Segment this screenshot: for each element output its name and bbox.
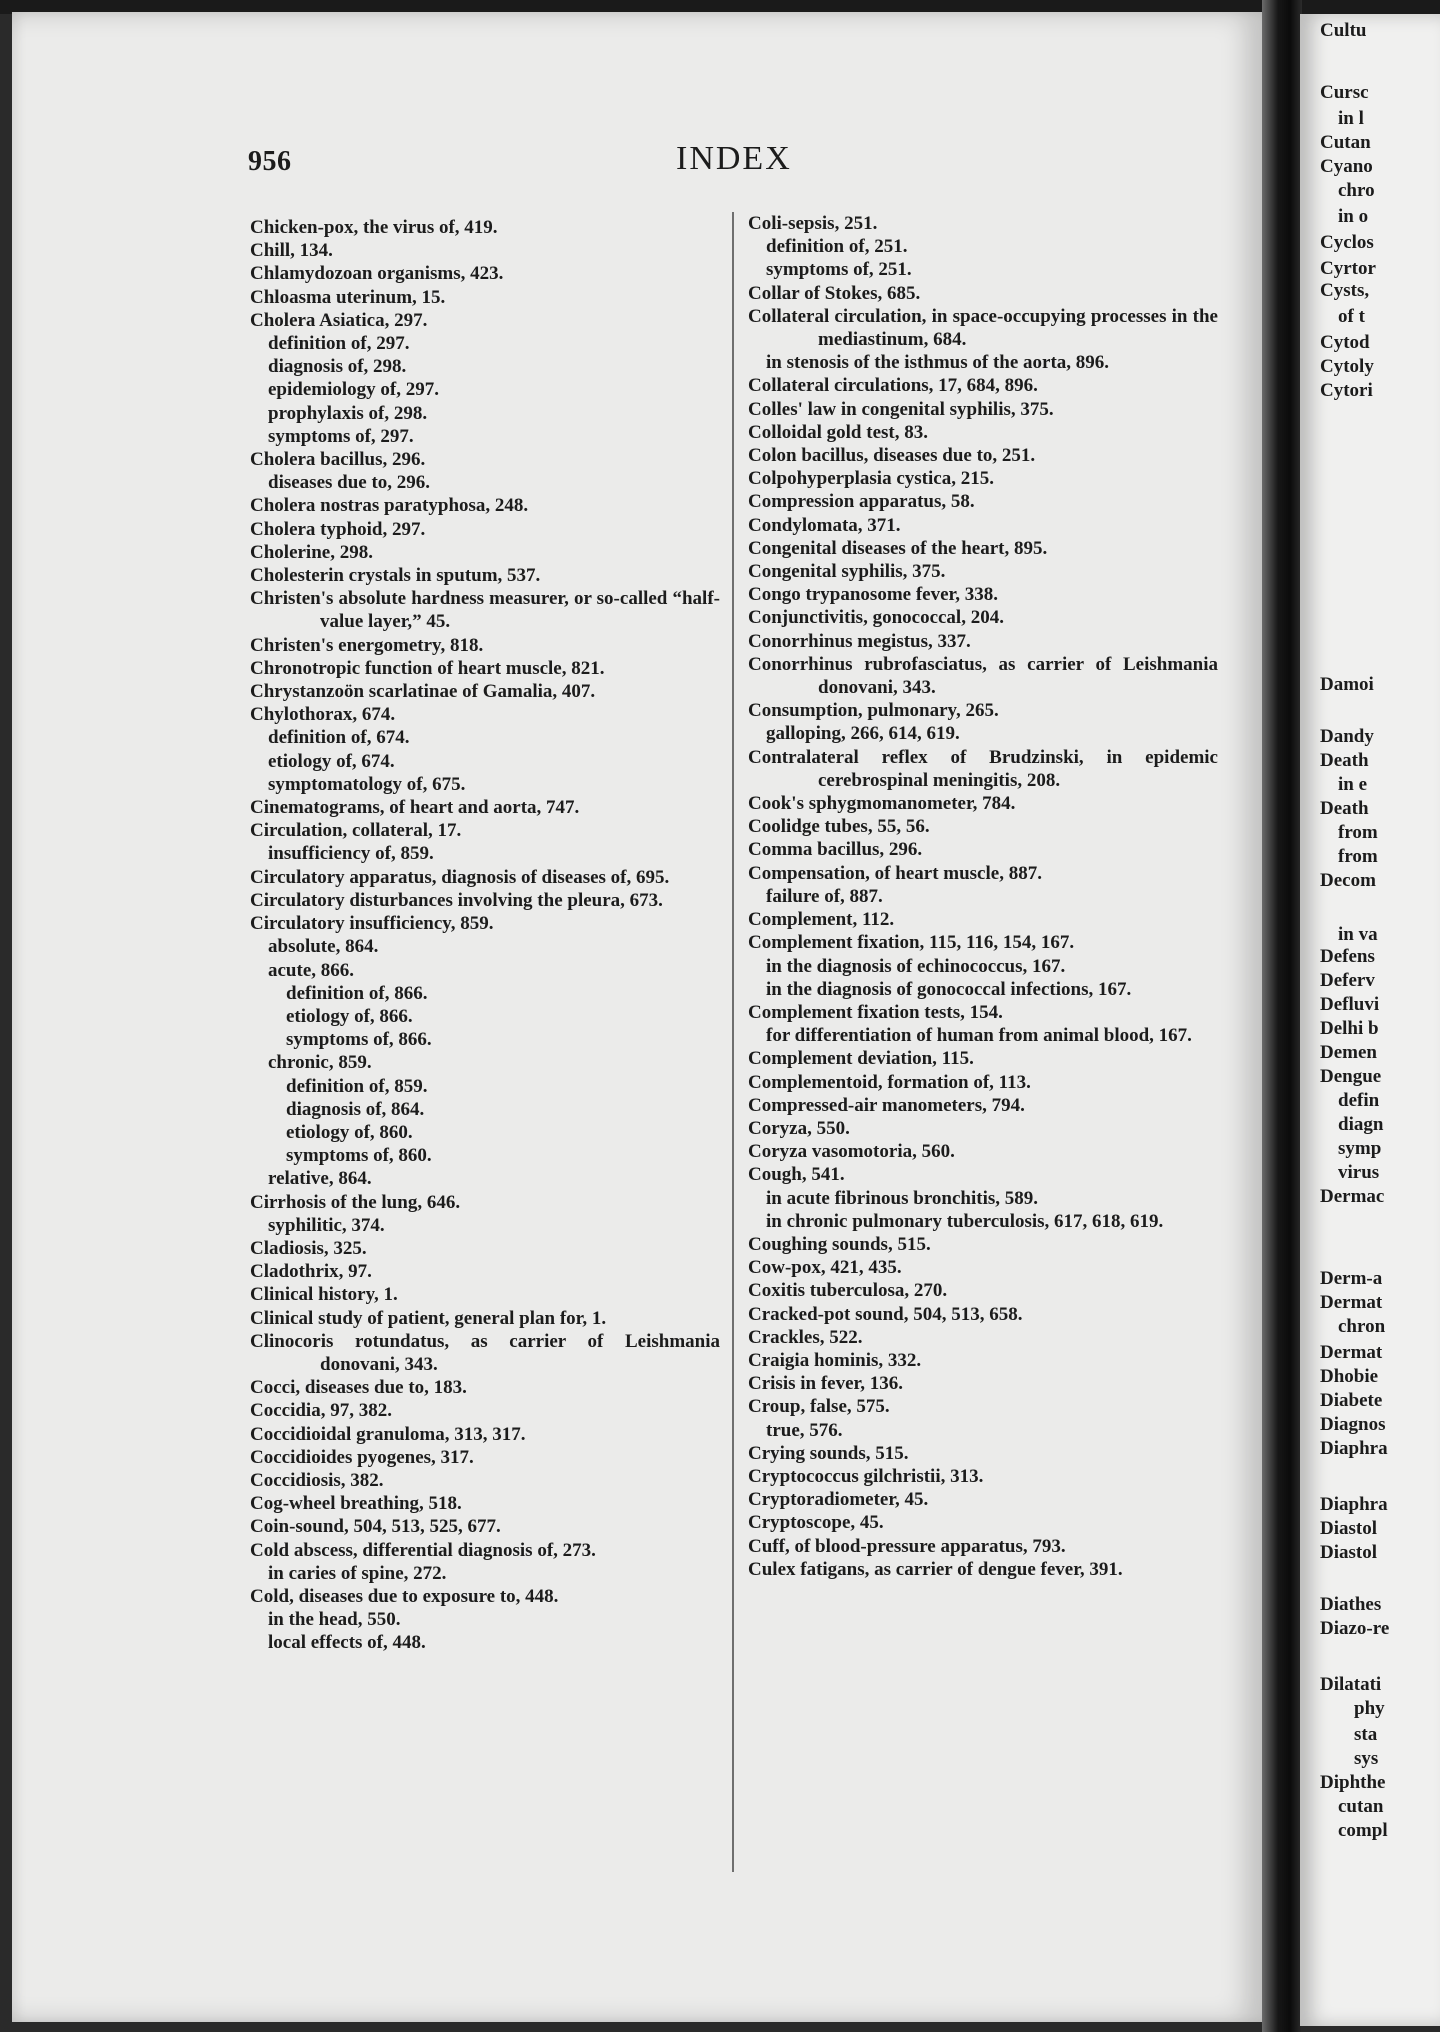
index-entry-fragment: Diastol <box>1320 1542 1377 1563</box>
index-entry: Collateral circulation, in space-occupying processes in the mediastinum, 684. <box>748 305 1218 351</box>
index-entry: Circulatory insufficiency, 859. <box>250 913 494 935</box>
index-entry-fragment: Diathes <box>1320 1594 1382 1615</box>
index-entry: Coolidge tubes, 55, 56. <box>748 816 930 838</box>
index-entry: Cinematograms, of heart and aorta, 747. <box>250 797 580 819</box>
index-entry: Congenital diseases of the heart, 895. <box>748 537 1048 559</box>
index-entry: Colles' law in congenital syphilis, 375. <box>748 398 1054 420</box>
index-entry: Comma bacillus, 296. <box>748 839 923 861</box>
index-entry: definition of, 297. <box>268 333 410 355</box>
index-entry: failure of, 887. <box>766 885 883 907</box>
index-entry: Compression apparatus, 58. <box>748 491 975 513</box>
index-entry: Coccidia, 97, 382. <box>250 1400 392 1422</box>
index-entry-fragment: virus <box>1338 1162 1380 1183</box>
index-entry: Clinical history, 1. <box>250 1284 398 1306</box>
index-entry: Colon bacillus, diseases due to, 251. <box>748 445 1036 467</box>
index-entry: Chloasma uterinum, 15. <box>250 286 446 308</box>
index-entry: Cryptoradiometer, 45. <box>748 1489 929 1511</box>
index-entry: Compressed-air manometers, 794. <box>748 1094 1025 1116</box>
index-entry: Cook's sphygmomanometer, 784. <box>748 793 1016 815</box>
index-entry: Cholera Asiatica, 297. <box>250 309 428 331</box>
index-entry-fragment: Cyclos <box>1320 232 1374 253</box>
index-entry-fragment: Derm-a <box>1320 1268 1383 1289</box>
index-entry: diseases due to, 296. <box>268 472 431 494</box>
index-entry-fragment: Dandy <box>1320 726 1374 747</box>
index-entry: definition of, 251. <box>766 236 908 258</box>
index-entry: Congo trypanosome fever, 338. <box>748 584 998 606</box>
index-entry: Cryptococcus gilchristii, 313. <box>748 1465 984 1487</box>
index-entry: Consumption, pulmonary, 265. <box>748 700 999 722</box>
index-entry: Chylothorax, 674. <box>250 704 396 726</box>
index-entry-fragment: Cytori <box>1320 380 1373 401</box>
index-entry: Collateral circulations, 17, 684, 896. <box>748 375 1038 397</box>
index-entry-fragment: Diaphra <box>1320 1494 1388 1515</box>
index-entry: chronic, 859. <box>268 1052 372 1074</box>
index-entry-fragment: in l <box>1338 108 1364 129</box>
index-entry-fragment: from <box>1338 846 1378 867</box>
index-entry: Cladothrix, 97. <box>250 1261 372 1283</box>
index-entry-fragment: of t <box>1338 306 1365 327</box>
index-entry: Conorrhinus megistus, 337. <box>748 630 971 652</box>
index-entry-fragment: Dermac <box>1320 1186 1385 1207</box>
index-entry: Cold, diseases due to exposure to, 448. <box>250 1585 559 1607</box>
index-entry-fragment: Diphthe <box>1320 1772 1386 1793</box>
index-entry: in the diagnosis of echinococcus, 167. <box>766 955 1066 977</box>
index-entry: Congenital syphilis, 375. <box>748 561 946 583</box>
index-entry: Coli-sepsis, 251. <box>748 213 878 234</box>
index-entry-fragment: Cyrtor <box>1320 258 1376 279</box>
index-entry-fragment: Diazo-re <box>1320 1618 1390 1639</box>
index-entry-fragment: Cutan <box>1320 132 1371 153</box>
index-entry-fragment: Defluvi <box>1320 994 1380 1015</box>
index-entry: Coccidiosis, 382. <box>250 1469 384 1491</box>
index-entry-fragment: cutan <box>1338 1796 1384 1817</box>
index-entry: symptoms of, 860. <box>286 1145 432 1167</box>
index-entry: Chrystanzoön scarlatinae of Gamalia, 407. <box>250 681 596 703</box>
index-entry: Crying sounds, 515. <box>748 1442 909 1464</box>
index-entry: Cryptoscope, 45. <box>748 1512 884 1534</box>
index-entry-fragment: in o <box>1338 206 1369 227</box>
index-entry: true, 576. <box>766 1419 843 1441</box>
index-entry: symptoms of, 866. <box>286 1029 432 1051</box>
index-entry: Complement, 112. <box>748 909 895 931</box>
left-page <box>12 12 1264 2022</box>
index-entry-fragment: Dhobie <box>1320 1366 1379 1387</box>
index-entry: Crisis in fever, 136. <box>748 1373 903 1395</box>
index-entry-fragment: defin <box>1338 1090 1380 1111</box>
index-entry-fragment: Diaphra <box>1320 1438 1388 1459</box>
index-entry: Culex fatigans, as carrier of dengue fever, 391. <box>748 1558 1123 1580</box>
index-entry: Craigia hominis, 332. <box>748 1349 922 1371</box>
index-entry: Crackles, 522. <box>748 1326 863 1348</box>
page-number: 956 <box>248 146 292 177</box>
index-entry: Circulatory apparatus, diagnosis of diseases of, 695. <box>250 866 670 888</box>
index-entry: diagnosis of, 864. <box>286 1098 425 1120</box>
index-entry: in stenosis of the isthmus of the aorta, 896. <box>766 352 1110 374</box>
index-entry-fragment: Diastol <box>1320 1518 1377 1539</box>
index-entry: definition of, 859. <box>286 1075 428 1097</box>
index-entry: symptoms of, 251. <box>766 259 912 281</box>
index-entry: Circulatory disturbances involving the pleura, 673. <box>250 889 663 911</box>
index-entry: epidemiology of, 297. <box>268 379 439 401</box>
index-entry: Cholerine, 298. <box>250 541 373 563</box>
index-entry: Cold abscess, differential diagnosis of, 273. <box>250 1539 596 1561</box>
index-entry: relative, 864. <box>268 1168 372 1190</box>
index-entry-fragment: Delhi b <box>1320 1018 1379 1039</box>
index-column-1 <box>250 216 720 1655</box>
index-entry-fragment: Dilatati <box>1320 1674 1382 1695</box>
index-entry: Cladiosis, 325. <box>250 1237 367 1259</box>
page-header <box>248 140 792 190</box>
index-entry: Coccidioides pyogenes, 317. <box>250 1446 474 1468</box>
right-page-edge <box>1300 14 1440 2026</box>
index-entry: Condylomata, 371. <box>748 514 901 536</box>
index-entry: Cog-wheel breathing, 518. <box>250 1493 462 1515</box>
index-entry: Contralateral reflex of Brudzinski, in epidemic cerebrospinal meningitis, 208. <box>748 746 1218 791</box>
index-entry-fragment: Diagnos <box>1320 1414 1386 1435</box>
index-entry: Complement fixation tests, 154. <box>748 1001 1003 1023</box>
book-gutter <box>1262 0 1302 2032</box>
index-entry: Colloidal gold test, 83. <box>748 421 928 443</box>
index-entry: Complementoid, formation of, 113. <box>748 1071 1031 1093</box>
index-entry-fragment: Demen <box>1320 1042 1377 1063</box>
index-entry: Conorrhinus rubrofasciatus, as carrier of Leishmania donovani, 343. <box>748 653 1218 699</box>
index-entry: etiology of, 860. <box>286 1121 413 1143</box>
index-entry-fragment: phy <box>1354 1698 1385 1719</box>
index-entry: Collar of Stokes, 685. <box>748 282 921 304</box>
index-entry: Conjunctivitis, gonococcal, 204. <box>748 607 1004 629</box>
index-entry-fragment: in e <box>1338 774 1368 795</box>
index-entry: Coughing sounds, 515. <box>748 1233 931 1255</box>
index-entry-fragment: symp <box>1338 1138 1382 1159</box>
index-entry: symptomatology of, 675. <box>268 773 466 795</box>
index-entry: insufficiency of, 859. <box>268 843 434 865</box>
index-entry: acute, 866. <box>268 959 355 981</box>
index-entry: galloping, 266, 614, 619. <box>766 723 960 745</box>
index-entry-fragment: Death <box>1320 798 1369 819</box>
index-entry: Croup, false, 575. <box>748 1396 890 1418</box>
index-entry: definition of, 674. <box>268 727 410 749</box>
index-entry: Cracked-pot sound, 504, 513, 658. <box>748 1303 1023 1325</box>
index-entry-fragment: Cytod <box>1320 332 1370 353</box>
index-entry: Colpohyperplasia cystica, 215. <box>748 468 994 490</box>
index-entry-fragment: Cultu <box>1320 20 1367 41</box>
index-entry-fragment: Dengue <box>1320 1066 1382 1087</box>
index-entry-fragment: Death <box>1320 750 1369 771</box>
index-entry: Compensation, of heart muscle, 887. <box>748 862 1042 884</box>
index-entry: Cow-pox, 421, 435. <box>748 1257 902 1279</box>
index-entry: in acute fibrinous bronchitis, 589. <box>766 1187 1039 1209</box>
index-entry-fragment: chro <box>1338 180 1375 201</box>
index-entry: Cough, 541. <box>748 1164 845 1186</box>
index-entry-fragment: compl <box>1338 1820 1388 1841</box>
index-entry-fragment: sys <box>1354 1748 1379 1769</box>
index-entry: diagnosis of, 298. <box>268 356 407 378</box>
index-entry: Cocci, diseases due to, 183. <box>250 1377 467 1399</box>
running-head: INDEX <box>676 140 792 177</box>
index-entry-fragment: Defens <box>1320 946 1375 967</box>
index-entry: in caries of spine, 272. <box>268 1562 447 1584</box>
index-entry-fragment: Damoi <box>1320 674 1374 695</box>
index-entry: Chlamydozoan organisms, 423. <box>250 263 504 285</box>
index-entry: absolute, 864. <box>268 936 379 958</box>
index-entry: Chronotropic function of heart muscle, 821. <box>250 657 605 679</box>
index-entry: Clinical study of patient, general plan for, 1. <box>250 1307 607 1329</box>
index-entry: etiology of, 866. <box>286 1005 413 1027</box>
index-entry: Christen's energometry, 818. <box>250 634 484 656</box>
index-entry: in the diagnosis of gonococcal infections, 167. <box>766 978 1132 1000</box>
index-entry: prophylaxis of, 298. <box>268 402 428 424</box>
index-entry: Chill, 134. <box>250 240 333 262</box>
index-entry: etiology of, 674. <box>268 750 395 772</box>
index-entry: Circulation, collateral, 17. <box>250 820 462 842</box>
index-entry-fragment: Cysts, <box>1320 280 1370 301</box>
index-entry-fragment: Cyano <box>1320 156 1373 177</box>
index-entry: Christen's absolute hardness measurer, or so-called “half-value layer,” 45. <box>250 588 720 633</box>
index-entry: in the head, 550. <box>268 1609 401 1631</box>
index-entry: syphilitic, 374. <box>268 1214 385 1236</box>
index-entry: Clinocoris rotundatus, as carrier of Leishmania donovani, 343. <box>250 1330 720 1375</box>
index-entry-fragment: Cursc <box>1320 82 1369 103</box>
index-entry-fragment: Decom <box>1320 870 1376 891</box>
index-entry-fragment: sta <box>1354 1724 1378 1745</box>
index-entry-fragment: from <box>1338 822 1378 843</box>
index-entry: Complement fixation, 115, 116, 154, 167. <box>748 932 1075 954</box>
index-entry: Cholesterin crystals in sputum, 537. <box>250 565 541 587</box>
index-entry: Coin-sound, 504, 513, 525, 677. <box>250 1516 501 1538</box>
index-entry-fragment: chron <box>1338 1316 1386 1337</box>
index-entry: Cuff, of blood-pressure apparatus, 793. <box>748 1535 1066 1557</box>
index-entry: Complement deviation, 115. <box>748 1048 974 1070</box>
index-entry: symptoms of, 297. <box>268 425 414 447</box>
index-entry: Cholera bacillus, 296. <box>250 449 426 471</box>
index-entry-fragment: Dermat <box>1320 1342 1383 1363</box>
index-entry: Cirrhosis of the lung, 646. <box>250 1191 461 1213</box>
index-entry-fragment: in va <box>1338 924 1378 945</box>
index-entry-fragment: Diabete <box>1320 1390 1383 1411</box>
index-entry: Chicken-pox, the virus of, 419. <box>250 217 498 238</box>
index-entry: in chronic pulmonary tuberculosis, 617, 618, 619. <box>766 1210 1164 1232</box>
index-entry: local effects of, 448. <box>268 1632 426 1654</box>
index-column-2 <box>748 212 1218 1581</box>
index-entry-fragment: Deferv <box>1320 970 1375 991</box>
index-entry: for differentiation of human from animal blood, 167. <box>766 1025 1192 1047</box>
index-entry: Cholera typhoid, 297. <box>250 518 426 540</box>
index-entry-fragment: Dermat <box>1320 1292 1383 1313</box>
index-entry: Coryza, 550. <box>748 1117 850 1139</box>
index-entry: Coryza vasomotoria, 560. <box>748 1141 955 1163</box>
index-entry: Coxitis tuberculosa, 270. <box>748 1280 948 1302</box>
column-divider <box>732 212 734 1872</box>
index-entry: Coccidioidal granuloma, 313, 317. <box>250 1423 526 1445</box>
index-entry-fragment: Cytoly <box>1320 356 1374 377</box>
index-entry: Cholera nostras paratyphosa, 248. <box>250 495 529 517</box>
index-entry: definition of, 866. <box>286 982 428 1004</box>
index-entry-fragment: diagn <box>1338 1114 1384 1135</box>
